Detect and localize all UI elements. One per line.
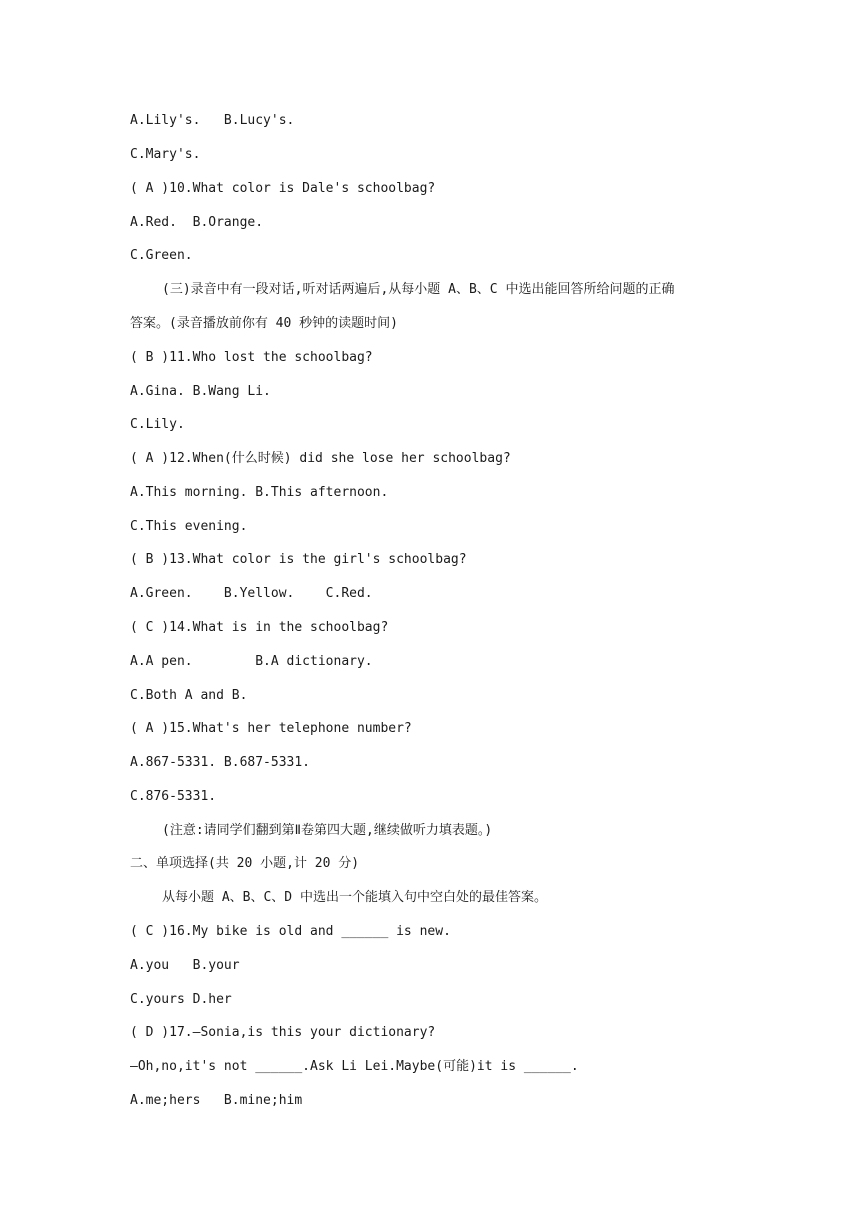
option-line-15c: C.876-5331. (130, 789, 217, 804)
option-line-10c: C.Green. (130, 248, 193, 263)
option-line-10ab: A.Red. B.Orange. (130, 215, 264, 230)
question-14: ( C )14.What is in the schoolbag? (130, 620, 389, 635)
option-line-14c: C.Both A and B. (130, 688, 248, 703)
section-3-instruction-cont: 答案。(录音播放前你有 40 秒钟的读题时间) (130, 316, 398, 331)
option-line-15ab: A.867-5331. B.687-5331. (130, 755, 311, 770)
question-13: ( B )13.What color is the girl's schoolbag? (130, 552, 467, 567)
option-line-16cd: C.yours D.her (130, 992, 232, 1007)
option-line-9c: C.Mary's. (130, 147, 201, 162)
option-line-11c: C.Lily. (130, 417, 185, 432)
option-line-13: A.Green. B.Yellow. C.Red. (130, 586, 373, 601)
section-instruction: 从每小题 A、B、C、D 中选出一个能填入句中空白处的最佳答案。 (162, 890, 547, 905)
option-line-17ab: A.me;hers B.mine;him (130, 1093, 303, 1108)
option-line-12ab: A.This morning. B.This afternoon. (130, 485, 389, 500)
note-line: (注意:请同学们翻到第Ⅱ卷第四大题,继续做听力填表题。) (162, 823, 493, 838)
option-line-12c: C.This evening. (130, 519, 248, 534)
question-11: ( B )11.Who lost the schoolbag? (130, 350, 373, 365)
question-17-dialogue: —Oh,no,it's not ______.Ask Li Lei.Maybe(可能)it is ______. (130, 1059, 579, 1074)
question-10: ( A )10.What color is Dale's schoolbag? (130, 181, 436, 196)
question-17: ( D )17.—Sonia,is this your dictionary? (130, 1025, 436, 1040)
option-line-14ab: A.A pen. B.A dictionary. (130, 654, 373, 669)
section-heading: 二、单项选择(共 20 小题,计 20 分) (130, 856, 360, 871)
section-3-instruction: (三)录音中有一段对话,听对话两遍后,从每小题 A、B、C 中选出能回答所给问题的正确 (162, 282, 675, 297)
question-15: ( A )15.What's her telephone number? (130, 721, 412, 736)
option-line-16ab: A.you B.your (130, 958, 240, 973)
option-line-9ab: A.Lily's. B.Lucy's. (130, 113, 295, 128)
option-line-11ab: A.Gina. B.Wang Li. (130, 384, 271, 399)
question-12: ( A )12.When(什么时候) did she lose her schoolbag? (130, 451, 511, 466)
question-16: ( C )16.My bike is old and ______ is new. (130, 924, 451, 939)
